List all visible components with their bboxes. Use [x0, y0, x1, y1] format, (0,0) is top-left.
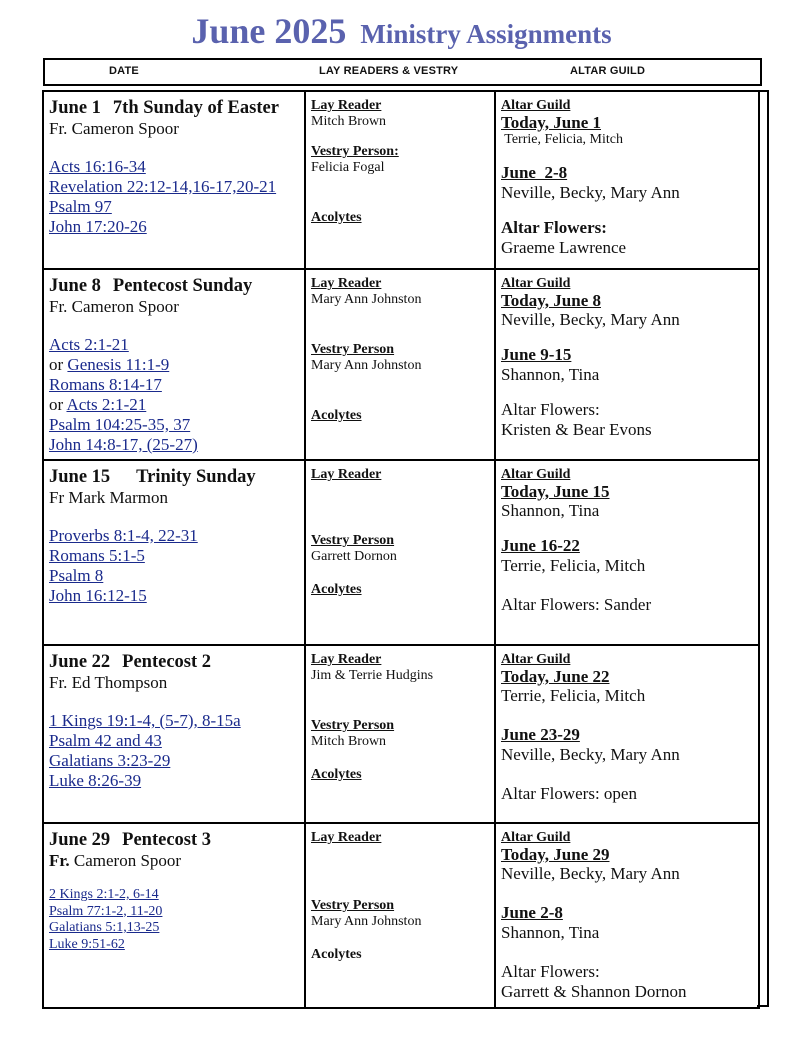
lay-reader-label: Lay Reader	[311, 830, 382, 845]
column-header-bar	[43, 58, 762, 86]
reading-link[interactable]: 2 Kings 2:1-2, 6-14	[49, 887, 159, 902]
reading-link[interactable]: Romans 5:1-5	[49, 546, 145, 565]
reading-link[interactable]: Revelation 22:12-14,16-17,20-21	[49, 177, 277, 196]
service-cell	[43, 645, 305, 823]
reading-link[interactable]: Psalm 77:1-2, 11-20	[49, 903, 163, 919]
altar-guild-cell	[495, 91, 759, 269]
acolytes-label: Acolytes	[311, 408, 362, 423]
service-occasion: Pentecost 3	[122, 830, 212, 850]
service-heading	[49, 276, 299, 296]
service-heading	[49, 98, 299, 118]
reading-item	[49, 546, 299, 566]
lay-reader-name: Mary Ann Johnston	[311, 292, 422, 307]
celebrant: Fr. Cameron Spoor	[49, 297, 179, 316]
today-team: Terrie, Felicia, Mitch	[501, 686, 646, 705]
title-subtitle: Ministry Assignments	[360, 19, 612, 49]
reading-link[interactable]: John 17:20-26	[49, 217, 147, 236]
acolytes-label: Acolytes	[311, 767, 362, 782]
vestry-label: Vestry Person	[311, 898, 395, 913]
altar-flowers-name: Garrett & Shannon Dornon	[501, 982, 687, 1001]
reading-link[interactable]: Psalm 97	[49, 197, 112, 216]
reading-item: or Genesis 11:1-9	[49, 355, 170, 374]
altar-flowers-label: Altar Flowers:	[501, 400, 600, 419]
reading-item	[49, 217, 299, 237]
today-date: Today, June 15	[501, 482, 610, 501]
vestry-name: Felicia Fogal	[311, 160, 385, 175]
today-team: Shannon, Tina	[501, 501, 600, 520]
reading-link[interactable]: Luke 8:26-39	[49, 771, 142, 790]
service-cell	[43, 91, 305, 269]
week-team: Shannon, Tina	[501, 923, 600, 942]
week-range: June 23-29	[501, 725, 580, 744]
service-heading	[49, 830, 299, 850]
table-row	[43, 823, 759, 1008]
page-title	[0, 10, 803, 52]
reading-link[interactable]: Acts 2:1-21	[49, 335, 129, 354]
today-team: Neville, Becky, Mary Ann	[501, 864, 680, 883]
altar-guild-label: Altar Guild	[501, 467, 571, 482]
service-date: June 15	[49, 467, 111, 487]
service-cell	[43, 823, 305, 1008]
vestry-name: Garrett Dornon	[311, 549, 397, 564]
week-team: Neville, Becky, Mary Ann	[501, 745, 680, 764]
reading-item	[49, 435, 299, 455]
reading-item	[49, 566, 299, 586]
reading-link[interactable]: John 16:12-15	[49, 586, 147, 605]
reading-item	[49, 904, 299, 921]
altar-guild-label: Altar Guild	[501, 276, 571, 291]
today-team: Terrie, Felicia, Mitch	[501, 132, 624, 147]
lay-vestry-cell	[305, 91, 495, 269]
reading-link[interactable]: Psalm 8	[49, 566, 104, 585]
altar-flowers-name: Kristen & Bear Evons	[501, 420, 652, 439]
reading-link[interactable]: Psalm 104:25-35, 37	[49, 415, 191, 434]
week-range: June 16-22	[501, 536, 580, 555]
today-date: Today, June 29	[501, 845, 610, 864]
service-cell	[43, 460, 305, 645]
reading-item	[49, 157, 299, 177]
reading-item	[49, 937, 299, 954]
reading-item	[49, 586, 299, 606]
reading-link[interactable]: Genesis 11:1-9	[67, 355, 170, 374]
vestry-label: Vestry Person	[311, 342, 395, 357]
today-team: Neville, Becky, Mary Ann	[501, 310, 680, 329]
readings-list	[49, 526, 299, 606]
lay-reader-name: Mitch Brown	[311, 114, 387, 129]
reading-link[interactable]: Galatians 3:23-29	[49, 751, 171, 770]
acolytes-label: Acolytes	[311, 210, 362, 225]
readings-list	[49, 711, 299, 791]
reading-link[interactable]: Proverbs 8:1-4, 22-31	[49, 526, 198, 545]
reading-item	[49, 887, 299, 904]
vestry-label: Vestry Person	[311, 718, 395, 733]
altar-flowers-line: Altar Flowers: open	[501, 784, 637, 803]
readings-list	[49, 335, 299, 455]
altar-guild-label: Altar Guild	[501, 830, 571, 845]
service-cell	[43, 269, 305, 460]
reading-item	[49, 177, 299, 197]
reading-item	[49, 771, 299, 791]
reading-item	[49, 526, 299, 546]
celebrant: Fr. Cameron Spoor	[49, 119, 179, 138]
reading-item	[49, 415, 299, 435]
reading-link[interactable]: Psalm 42 and 43	[49, 731, 162, 750]
lay-vestry-cell	[305, 645, 495, 823]
vestry-name: Mitch Brown	[311, 734, 387, 749]
altar-flowers-line: Altar Flowers: Sander	[501, 595, 652, 614]
readings-list	[49, 157, 299, 237]
lay-reader-name: Jim & Terrie Hudgins	[311, 668, 434, 683]
table-row	[43, 91, 759, 269]
reading-link[interactable]: John 14:8-17, (25-27)	[49, 435, 198, 454]
altar-guild-cell	[495, 823, 759, 1008]
service-occasion: Pentecost 2	[122, 652, 212, 672]
celebrant-name: Cameron Spoor	[69, 851, 182, 870]
altar-guild-cell	[495, 645, 759, 823]
lay-reader-label: Lay Reader	[311, 652, 382, 667]
reading-link[interactable]: Acts 16:16-34	[49, 157, 146, 176]
schedule-table	[42, 90, 760, 1009]
lay-reader-label: Lay Reader	[311, 467, 382, 482]
today-date: Today, June 8	[501, 291, 601, 310]
reading-item	[49, 335, 299, 355]
reading-item	[49, 920, 299, 937]
altar-guild-cell	[495, 460, 759, 645]
reading-item	[49, 375, 299, 395]
lay-vestry-cell	[305, 823, 495, 1008]
vestry-name: Mary Ann Johnston	[311, 914, 422, 929]
week-team: Terrie, Felicia, Mitch	[501, 556, 646, 575]
vestry-label: Vestry Person:	[311, 144, 399, 159]
celebrant: Fr. Ed Thompson	[49, 673, 168, 692]
service-date: June 22	[49, 652, 111, 672]
service-occasion: Pentecost Sunday	[112, 276, 253, 296]
header-altar-guild: ALTAR GUILD	[570, 65, 646, 77]
table-row	[43, 460, 759, 645]
reading-item	[49, 731, 299, 751]
reading-item	[49, 751, 299, 771]
reading-item: or Acts 2:1-21	[49, 395, 147, 414]
reading-link[interactable]: Galatians 5:1,13-25	[49, 920, 160, 935]
week-range: June 9-15	[501, 345, 572, 364]
reading-link[interactable]: Luke 9:51-62	[49, 936, 125, 952]
vestry-name: Mary Ann Johnston	[311, 358, 422, 373]
celebrant	[49, 850, 299, 871]
altar-flowers-name: Graeme Lawrence	[501, 238, 627, 257]
reading-link[interactable]: 1 Kings 19:1-4, (5-7), 8-15a	[49, 711, 241, 730]
altar-flowers-label: Altar Flowers:	[501, 218, 607, 237]
celebrant: Fr Mark Marmon	[49, 488, 168, 507]
week-team: Neville, Becky, Mary Ann	[501, 183, 680, 202]
table-row	[43, 645, 759, 823]
reading-item	[49, 711, 299, 731]
reading-link[interactable]: Acts 2:1-21	[66, 395, 147, 414]
lay-reader-label: Lay Reader	[311, 276, 382, 291]
lay-vestry-cell	[305, 269, 495, 460]
service-occasion: 7th Sunday of Easter	[112, 98, 279, 118]
today-date: Today, June 1	[501, 113, 601, 132]
altar-guild-label: Altar Guild	[501, 652, 571, 667]
week-team: Shannon, Tina	[501, 365, 600, 384]
header-date: DATE	[109, 65, 139, 77]
service-occasion: Trinity Sunday	[136, 467, 256, 487]
service-date: June 8	[49, 276, 101, 296]
service-date: June 1	[49, 98, 101, 118]
week-range: June 2-8	[501, 903, 563, 922]
title-month: June 2025	[191, 11, 347, 51]
header-lay-readers: LAY READERS & VESTRY	[319, 65, 459, 77]
lay-vestry-cell	[305, 460, 495, 645]
service-date: June 29	[49, 830, 111, 850]
reading-item	[49, 197, 299, 217]
acolytes-label: Acolytes	[311, 582, 362, 597]
readings-list	[49, 887, 299, 953]
altar-guild-label: Altar Guild	[501, 98, 571, 113]
lay-reader-label: Lay Reader	[311, 98, 382, 113]
altar-guild-cell	[495, 269, 759, 460]
today-date: Today, June 22	[501, 667, 610, 686]
service-heading	[49, 467, 299, 487]
celebrant-title: Fr.	[49, 851, 70, 870]
service-heading	[49, 652, 299, 672]
altar-flowers-label: Altar Flowers:	[501, 962, 600, 981]
acolytes-label: Acolytes	[311, 947, 362, 962]
week-range: June 2-8	[501, 163, 568, 182]
table-row	[43, 269, 759, 460]
vestry-label: Vestry Person	[311, 533, 395, 548]
reading-link[interactable]: Romans 8:14-17	[49, 375, 162, 394]
